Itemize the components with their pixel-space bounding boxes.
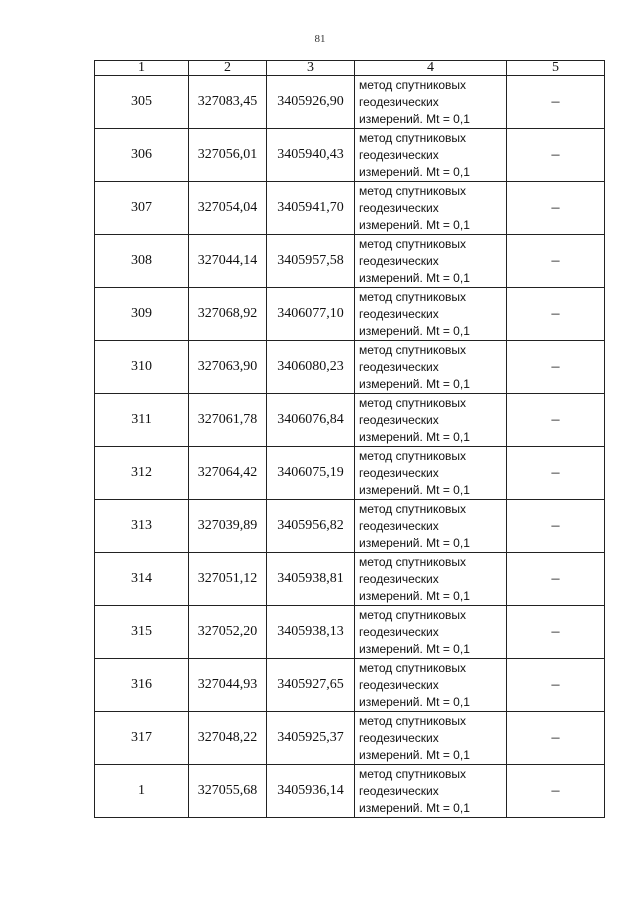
coord-y: 3406080,23 [267,341,355,394]
method-line: измерений. Mt = 0,1 [359,429,470,444]
note-cell: – [507,394,605,447]
coord-y: 3405957,58 [267,235,355,288]
method-line: измерений. Mt = 0,1 [359,482,470,497]
page-number: 81 [314,33,326,45]
method-cell [355,129,507,182]
method-line: измерений. Mt = 0,1 [359,323,470,338]
point-id: 310 [95,341,189,394]
note-cell: – [507,76,605,129]
coord-y: 3405927,65 [267,659,355,712]
note-cell: – [507,500,605,553]
point-id: 308 [95,235,189,288]
note-cell: – [507,182,605,235]
method-line: измерений. Mt = 0,1 [359,217,470,232]
method-line: геодезических [359,518,439,533]
method-cell [355,288,507,341]
coord-x: 327044,14 [189,235,267,288]
coord-y: 3405956,82 [267,500,355,553]
coord-y: 3406075,19 [267,447,355,500]
point-id: 311 [95,394,189,447]
method-line: измерений. Mt = 0,1 [359,641,470,656]
table-row [95,765,605,818]
method-line: метод спутниковых [359,554,467,569]
point-id: 1 [95,765,189,818]
method-line: измерений. Mt = 0,1 [359,747,470,762]
column-header-4: 4 [355,61,507,76]
column-header-5: 5 [507,61,605,76]
method-line: метод спутниковых [359,448,467,463]
method-cell [355,341,507,394]
method-line: измерений. Mt = 0,1 [359,588,470,603]
note-cell: – [507,606,605,659]
method-cell [355,606,507,659]
method-line: метод спутниковых [359,236,467,251]
note-cell: – [507,712,605,765]
method-cell [355,659,507,712]
coord-x: 327056,01 [189,129,267,182]
method-line: геодезических [359,94,439,109]
method-line: метод спутниковых [359,183,467,198]
table-row [95,712,605,765]
column-header-3: 3 [267,61,355,76]
method-line: измерений. Mt = 0,1 [359,376,470,391]
coord-x: 327051,12 [189,553,267,606]
coord-y: 3405926,90 [267,76,355,129]
coord-x: 327061,78 [189,394,267,447]
method-line: геодезических [359,677,439,692]
coord-x: 327055,68 [189,765,267,818]
method-cell [355,394,507,447]
table-header-row [95,61,605,76]
method-line: измерений. Mt = 0,1 [359,164,470,179]
coordinates-table [94,60,605,818]
method-line: геодезических [359,359,439,374]
coord-x: 327044,93 [189,659,267,712]
note-cell: – [507,129,605,182]
method-line: измерений. Mt = 0,1 [359,800,470,815]
table-row [95,235,605,288]
point-id: 312 [95,447,189,500]
method-line: геодезических [359,412,439,427]
table-row [95,288,605,341]
method-line: метод спутниковых [359,501,467,516]
coord-y: 3405936,14 [267,765,355,818]
point-id: 317 [95,712,189,765]
method-cell [355,235,507,288]
table-row [95,659,605,712]
coord-y: 3405941,70 [267,182,355,235]
table-row [95,129,605,182]
coord-y: 3406077,10 [267,288,355,341]
note-cell: – [507,659,605,712]
method-line: геодезических [359,147,439,162]
table-row [95,76,605,129]
coord-y: 3405925,37 [267,712,355,765]
method-line: измерений. Mt = 0,1 [359,535,470,550]
point-id: 313 [95,500,189,553]
method-line: геодезических [359,465,439,480]
point-id: 315 [95,606,189,659]
method-line: метод спутниковых [359,342,467,357]
method-line: измерений. Mt = 0,1 [359,111,470,126]
method-cell [355,447,507,500]
table-row [95,553,605,606]
table-row [95,182,605,235]
point-id: 309 [95,288,189,341]
coord-y: 3405940,43 [267,129,355,182]
method-line: геодезических [359,624,439,639]
method-line: метод спутниковых [359,607,467,622]
method-line: геодезических [359,306,439,321]
coord-x: 327054,04 [189,182,267,235]
table-row [95,447,605,500]
coord-y: 3405938,13 [267,606,355,659]
note-cell: – [507,447,605,500]
table-row [95,394,605,447]
method-line: геодезических [359,783,439,798]
point-id: 316 [95,659,189,712]
method-cell [355,765,507,818]
note-cell: – [507,288,605,341]
method-cell [355,182,507,235]
note-cell: – [507,553,605,606]
method-line: измерений. Mt = 0,1 [359,694,470,709]
method-line: измерений. Mt = 0,1 [359,270,470,285]
method-line: метод спутниковых [359,77,467,92]
method-line: геодезических [359,571,439,586]
method-line: метод спутниковых [359,289,467,304]
method-cell [355,712,507,765]
point-id: 307 [95,182,189,235]
method-line: метод спутниковых [359,130,467,145]
coord-x: 327068,92 [189,288,267,341]
point-id: 305 [95,76,189,129]
table-row [95,341,605,394]
method-line: геодезических [359,253,439,268]
method-line: геодезических [359,730,439,745]
column-header-2: 2 [189,61,267,76]
point-id: 306 [95,129,189,182]
coord-x: 327039,89 [189,500,267,553]
method-cell [355,553,507,606]
method-line: метод спутниковых [359,660,467,675]
table-row [95,606,605,659]
note-cell: – [507,765,605,818]
method-line: метод спутниковых [359,713,467,728]
note-cell: – [507,235,605,288]
method-line: геодезических [359,200,439,215]
method-cell [355,500,507,553]
column-header-1: 1 [95,61,189,76]
table-row [95,500,605,553]
coord-y: 3406076,84 [267,394,355,447]
coord-y: 3405938,81 [267,553,355,606]
coord-x: 327048,22 [189,712,267,765]
method-line: метод спутниковых [359,766,467,781]
method-cell [355,76,507,129]
coord-x: 327063,90 [189,341,267,394]
coord-x: 327052,20 [189,606,267,659]
note-cell: – [507,341,605,394]
method-line: метод спутниковых [359,395,467,410]
point-id: 314 [95,553,189,606]
coord-x: 327064,42 [189,447,267,500]
coord-x: 327083,45 [189,76,267,129]
